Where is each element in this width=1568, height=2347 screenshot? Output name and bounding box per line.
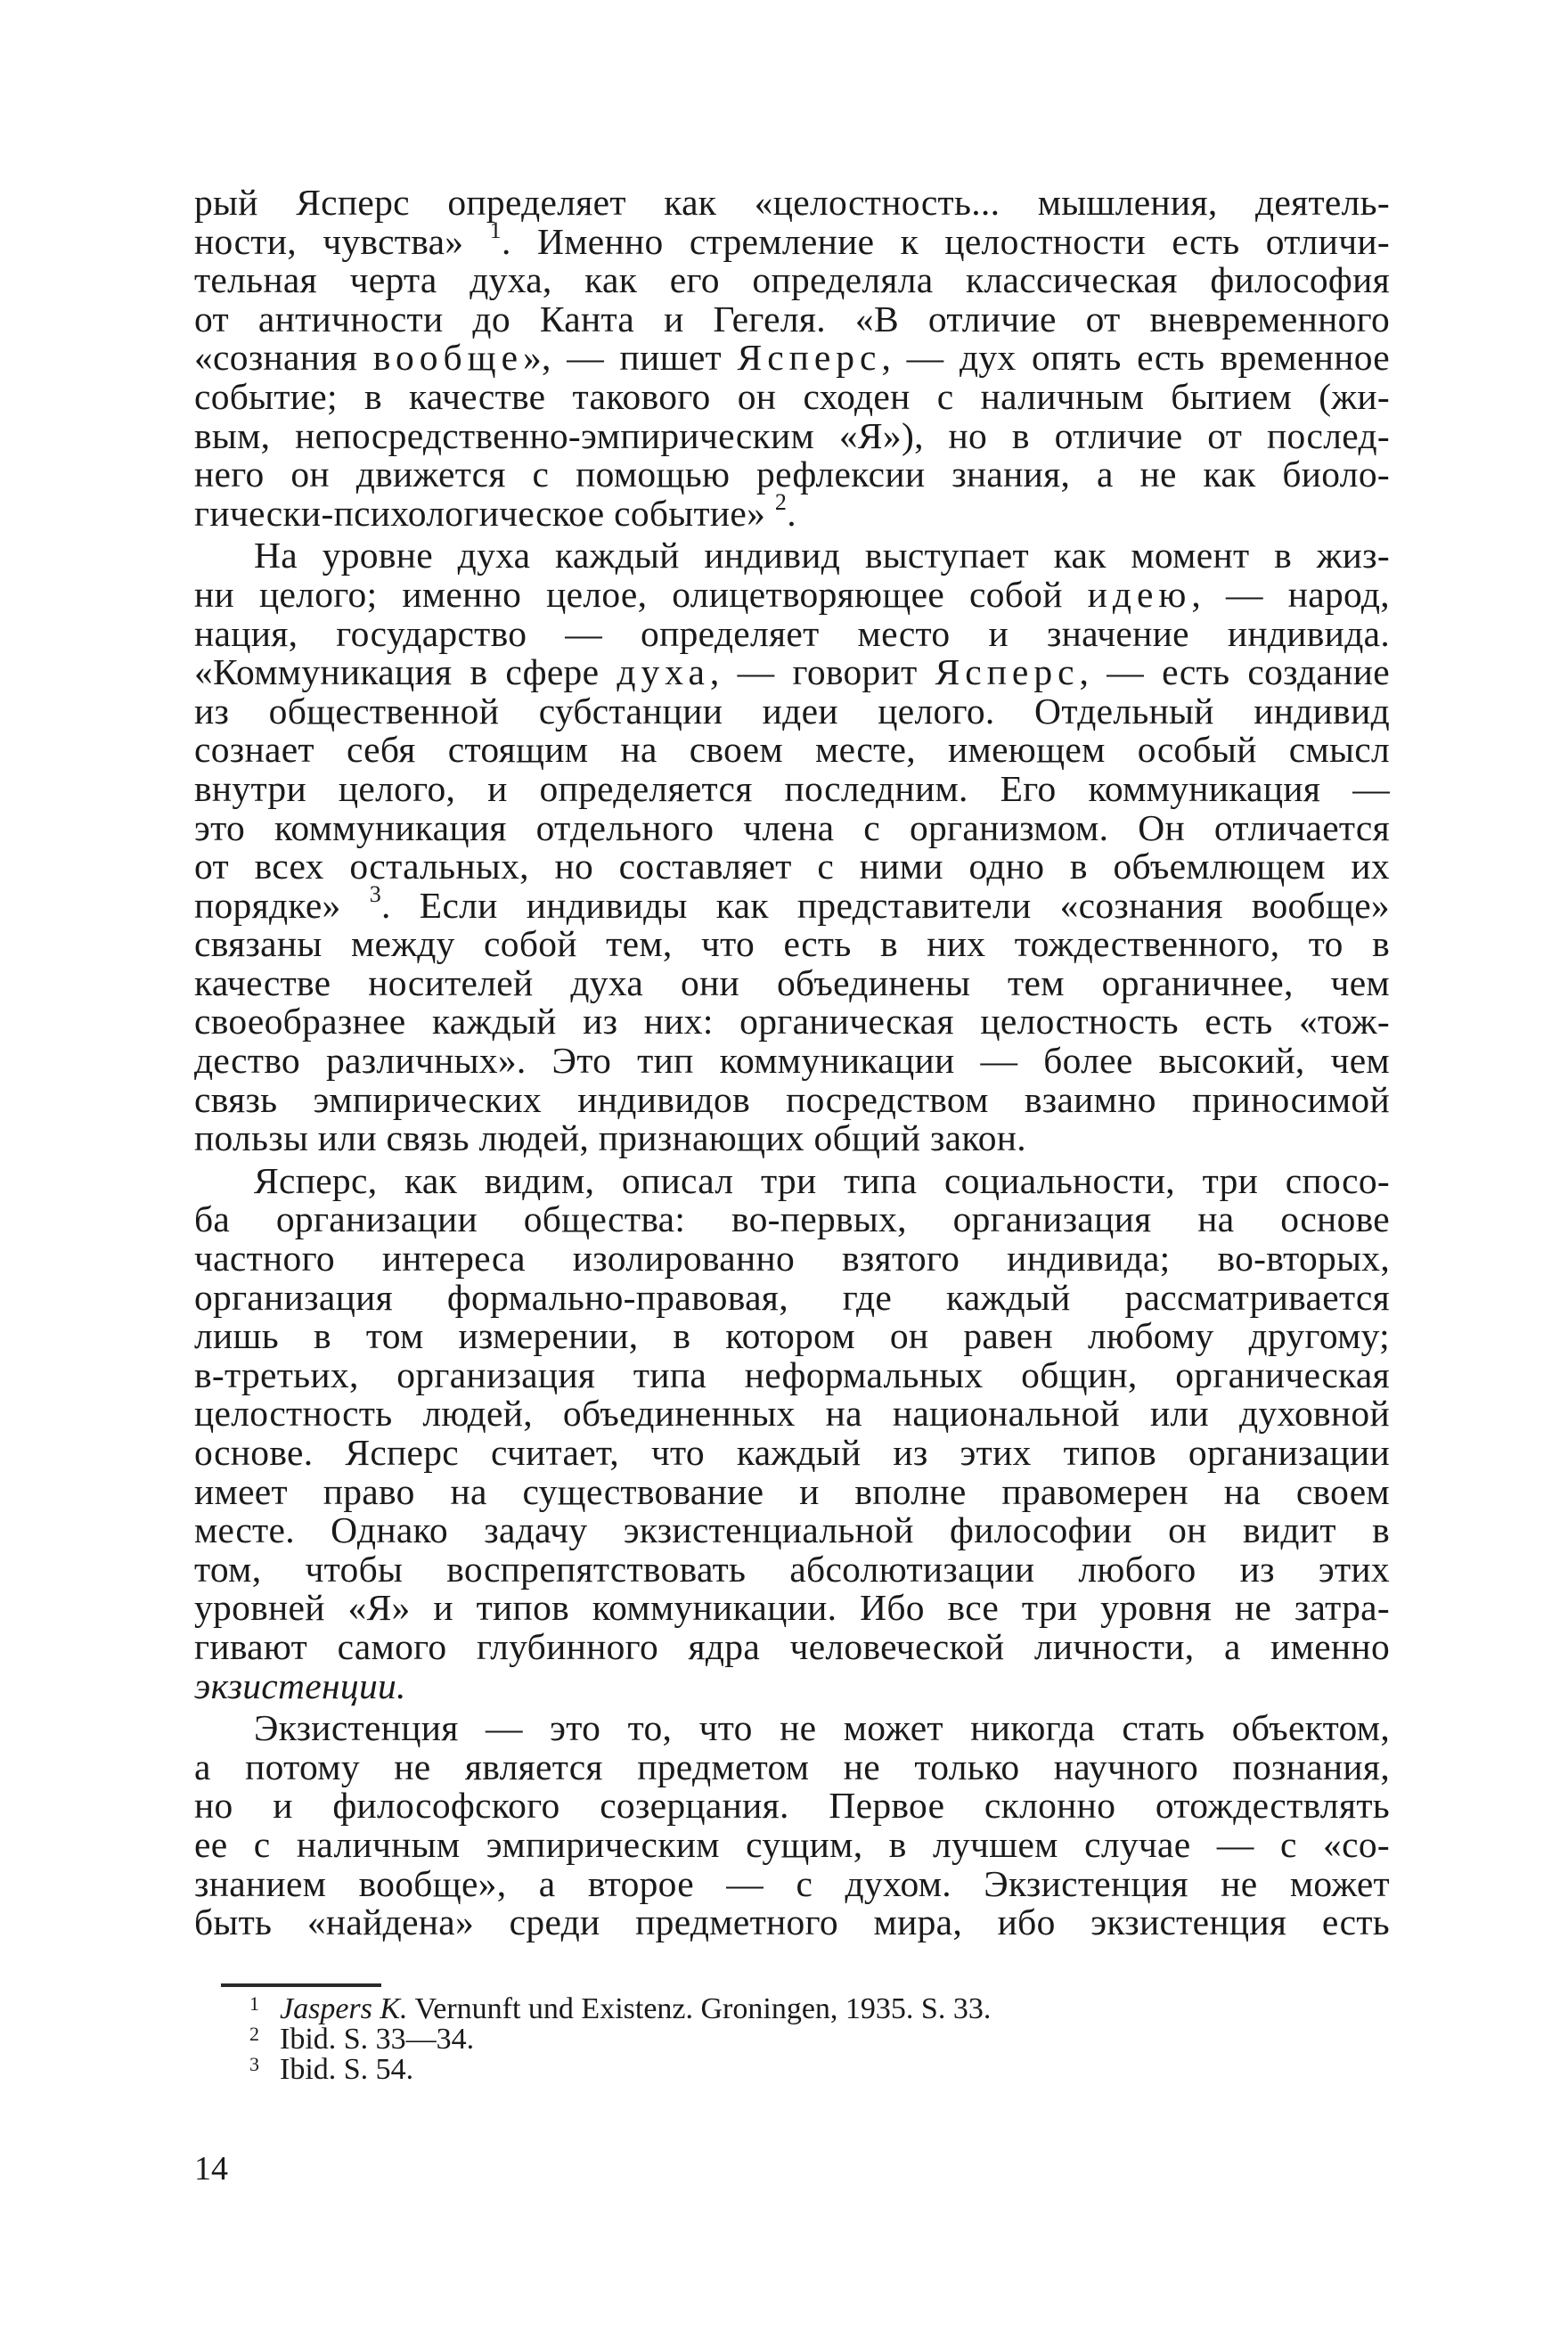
main-text	[194, 184, 1390, 1942]
text-segment: . Если индивиды как представители «сознания вообще»	[381, 884, 1390, 926]
text-line: целостность людей, объединенных на национальной или духовной	[194, 1393, 1390, 1435]
text-line: рый Ясперс определяет как «целостность... мышления, деятель-	[194, 182, 1390, 223]
text-line: ее с наличным эмпирическим сущим, в лучшем случае — с «со-	[194, 1823, 1390, 1865]
text-line: но и философского созерцания. Первое склонно отождествлять	[194, 1785, 1390, 1827]
text-segment: «Коммуникация в сфере	[194, 651, 600, 693]
text-segment: гически-психологическое событие»	[194, 492, 766, 534]
text-line: от всех остальных, но составляет с ними одно в объемлющем их	[194, 846, 1390, 887]
text-line: дество различных». Это тип коммуникации — более высокий, чем	[194, 1040, 1390, 1082]
text-segment: , — есть создание	[1079, 651, 1390, 693]
text-line	[194, 1664, 1390, 1706]
footnote-number: 1	[249, 1992, 259, 2015]
text-segment: . Именно стремление к целостности есть отличи-	[501, 220, 1390, 262]
text-line: это коммуникация отдельного члена с организмом. Он отличается	[194, 806, 1390, 848]
footnote-divider	[221, 1983, 381, 1987]
text-line: своеобразнее каждый из них: органическая целостность есть «тож-	[194, 1001, 1390, 1043]
text-line: лишь в том измерении, в котором он равен любому другому;	[194, 1315, 1390, 1357]
footnote-text: Ibid. S. 54.	[280, 2053, 414, 2086]
text-line: основе. Ясперс считает, что каждый из этих типов организации	[194, 1432, 1390, 1473]
text-line: На уровне духа каждый индивид выступает как момент в жиз-	[254, 535, 1390, 577]
text-segment: ности, чувства»	[194, 220, 464, 262]
text-line: связаны между собой тем, что есть в них тождественного, то в	[194, 923, 1390, 965]
text-line: организация формально-правовая, где каждый рассматривается	[194, 1276, 1390, 1318]
paragraph-4	[194, 1709, 1390, 1942]
text-segment: », — пишет	[523, 337, 722, 379]
text-line	[194, 573, 1390, 615]
paragraph-1	[194, 184, 1390, 533]
text-line: Экзистенция — это то, что не может никогда стать объектом,	[254, 1707, 1390, 1749]
text-line: месте. Однако задачу экзистенциальной философии он видит в	[194, 1509, 1390, 1551]
paragraph-3	[194, 1159, 1390, 1706]
footnote-2	[246, 2024, 1315, 2055]
footnote-ref[interactable]: 2	[774, 488, 788, 515]
text-line: связь эмпирических индивидов посредством взаимно приносимой	[194, 1078, 1390, 1120]
emphasis-spaced: идею	[1087, 573, 1192, 615]
footnote-number: 3	[249, 2053, 259, 2075]
text-line: гивают самого глубинного ядра человеческой личности, а именно	[194, 1625, 1390, 1667]
paragraph-2	[194, 536, 1390, 1158]
emphasis-spaced: Ясперс	[935, 651, 1080, 693]
text-line: него он движется с помощью рефлексии знания, а не как биоло-	[194, 454, 1390, 495]
footnote-ref[interactable]: 3	[369, 880, 382, 907]
text-line: знанием вообще», а второе — с духом. Экзистенция не может	[194, 1862, 1390, 1904]
text-line: уровней «Я» и типов коммуникации. Ибо все три уровня не затра-	[194, 1587, 1390, 1629]
footnote-text: Ibid. S. 33—34.	[280, 2023, 475, 2056]
text-line: том, чтобы воспрепятствовать абсолютизации любого из этих	[194, 1548, 1390, 1590]
emphasis-spaced: вообще	[372, 337, 523, 379]
text-line	[194, 653, 1390, 692]
text-line: от античности до Канта и Гегеля. «В отличие от вневременного	[194, 298, 1390, 339]
text-line: ба организации общества: во-первых, организация на основе	[194, 1198, 1390, 1240]
text-line: качестве носителей духа они объединены тем органичнее, чем	[194, 961, 1390, 1003]
text-line: из общественной субстанции идеи целого. Отдельный индивид	[194, 690, 1390, 732]
text-line: в-третьих, организация типа неформальных общин, органическая	[194, 1353, 1390, 1395]
text-segment: , — говорит	[709, 651, 918, 693]
page-number: 14	[194, 2150, 228, 2188]
text-line: тельная черта духа, как его определяла классическая философия	[194, 259, 1390, 301]
text-segment: ни целого; именно целое, олицетворяющее собой	[194, 573, 1063, 615]
text-line: частного интереса изолированно взятого индивида; во-вторых,	[194, 1238, 1390, 1280]
text-line: событие; в качестве такового он сходен с наличным бытием (жи-	[194, 375, 1390, 417]
footnote-ref[interactable]: 1	[489, 217, 502, 243]
text-line: Ясперс, как видим, описал три типа социальности, три спосо-	[254, 1159, 1390, 1201]
text-segment: , — народ,	[1191, 573, 1390, 615]
text-line: быть «найдена» среди предметного мира, ибо экзистенция есть	[194, 1901, 1390, 1943]
text-line: нация, государство — определяет место и значение индивида.	[194, 612, 1390, 654]
text-line: имеет право на существование и вполне правомерен на своем	[194, 1470, 1390, 1512]
footnote-text: Vernunft und Existenz. Groningen, 1935. S. 33.	[414, 1992, 992, 2025]
text-line: а потому не является предметом не только научного познания,	[194, 1746, 1390, 1787]
text-line: сознает себя стоящим на своем месте, имеющем особый смысл	[194, 729, 1390, 771]
text-line	[194, 217, 1390, 262]
footnote-author: Jaspers K.	[280, 1992, 408, 2025]
text-segment: , — дух опять есть временное	[881, 337, 1390, 379]
text-line	[194, 339, 1390, 378]
italic-term: экзистенции.	[194, 1664, 406, 1706]
footnote-3	[246, 2055, 1315, 2085]
text-segment: «сознания	[194, 337, 358, 379]
text-line: внутри целого, и определяется последним. Его коммуникация —	[194, 767, 1390, 809]
text-segment: порядке»	[194, 884, 341, 926]
footnote-1	[246, 1994, 1315, 2024]
text-line	[194, 880, 1390, 926]
text-line: пользы или связь людей, признающих общий закон.	[194, 1117, 1026, 1159]
emphasis-spaced: Ясперс	[737, 337, 882, 379]
emphasis-spaced: духа	[617, 651, 710, 693]
footnotes	[246, 1994, 1315, 2085]
text-segment: .	[787, 492, 796, 534]
text-line: вым, непосредственно-эмпирическим «Я»), но в отличие от послед-	[194, 414, 1390, 456]
text-line	[194, 488, 1390, 534]
footnote-number: 2	[249, 2023, 259, 2045]
